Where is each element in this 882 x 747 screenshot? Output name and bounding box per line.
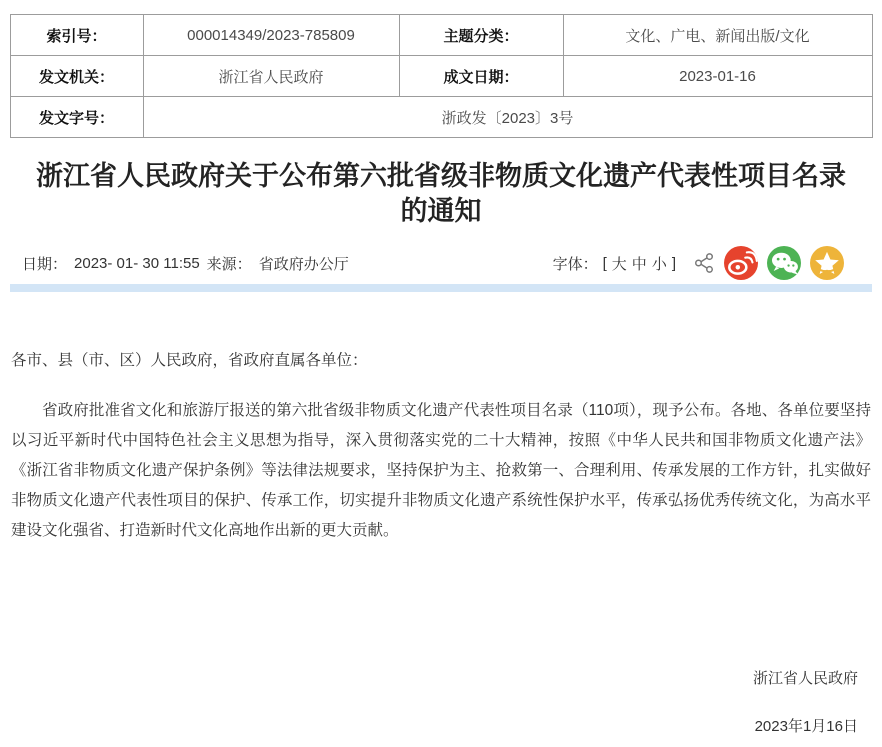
issue-date-value: 2023-01-16	[563, 56, 872, 97]
page-title: 浙江省人民政府关于公布第六批省级非物质文化遗产代表性项目名录的通知	[36, 161, 846, 226]
signature-block	[0, 664, 882, 742]
signer-name: 浙江省人民政府	[752, 670, 858, 687]
wechat-share-icon[interactable]	[767, 246, 801, 280]
issue-date-label: 成文日期：	[399, 56, 563, 97]
document-number-label: 发文字号：	[10, 97, 143, 138]
share-nodes-icon[interactable]	[693, 252, 715, 274]
blue-divider	[10, 284, 872, 292]
source-label: 来源：	[206, 255, 252, 273]
signature-date: 2023年1月16日	[754, 718, 858, 735]
source-value: 省政府办公厅	[258, 255, 349, 273]
table-row	[10, 56, 872, 97]
topic-category-value: 文化、广电、新闻出版/文化	[563, 15, 872, 56]
share-toolbar	[553, 246, 872, 280]
publish-date-label: 日期：	[22, 255, 68, 273]
table-row	[10, 97, 872, 138]
qzone-share-icon[interactable]	[810, 246, 844, 280]
document-number-value: 浙政发〔2023〕3号	[143, 97, 872, 138]
publish-date-value: 2023- 01- 30 11:55	[74, 254, 200, 272]
index-number-value: 000014349/2023-785809	[143, 15, 399, 56]
table-row	[10, 15, 872, 56]
font-size-selector	[553, 253, 676, 274]
document-body	[11, 346, 871, 546]
metadata-table	[10, 14, 873, 138]
font-size-small-button[interactable]: 小	[651, 255, 667, 273]
topic-category-label: 主题分类：	[399, 15, 563, 56]
font-size-label: 字体：	[552, 255, 598, 273]
issuing-agency-label: 发文机关：	[10, 56, 143, 97]
font-size-large-button[interactable]: 大	[611, 255, 627, 273]
issuing-agency-value: 浙江省人民政府	[143, 56, 399, 97]
index-number-label: 索引号：	[10, 15, 143, 56]
date-source-group	[10, 253, 349, 274]
salutation-line: 各市、县（市、区）人民政府，省政府直属各单位：	[11, 352, 368, 369]
bracket-close: ]	[671, 254, 676, 272]
bracket-open: [	[602, 254, 607, 272]
info-bar	[10, 242, 872, 284]
body-paragraph: 省政府批准省文化和旅游厅报送的第六批省级非物质文化遗产代表性项目名录（110项），现予公布。各地、各单位要坚持以习近平新时代中国特色社会主义思想为指导，深入贯彻落实党的二十大精神，按照《中华人民共和国非物质文化遗产法》《浙江省非物质文化遗产保护条例》等法律法规要求，坚持保护为主、抢救第一、合理利用、传承发展的工作方针，扎实做好非物质文化遗产代表性项目的保护、传承工作，切实提升非物质文化遗产系统性保护水平，传承弘扬优秀传统文化，为高水平建设文化强省、打造新时代文化高地作出新的更大贡献。	[11, 402, 871, 539]
font-size-medium-button[interactable]: 中	[631, 255, 647, 273]
weibo-share-icon[interactable]	[724, 246, 758, 280]
